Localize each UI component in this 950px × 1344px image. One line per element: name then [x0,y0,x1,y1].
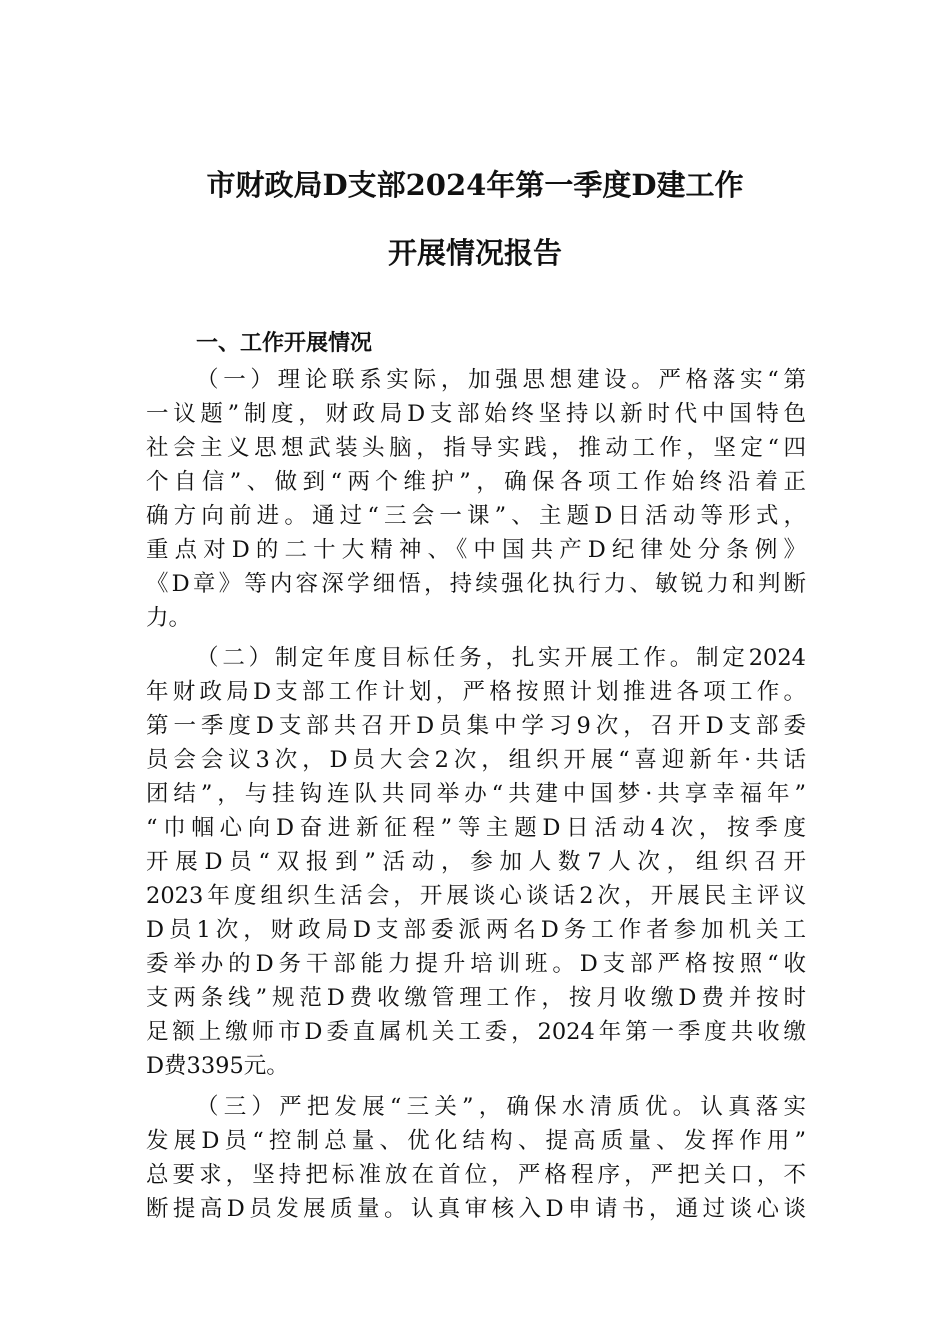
paragraph-line: （一）理论联系实际，加强思想建设。严格落实“第 [196,367,806,393]
paragraph-line: 断提高D员发展质量。认真审核入D申请书，通过谈心谈 [146,1196,806,1222]
document-title-line-2: 开展情况报告 [387,236,562,270]
document-title-line-1: 市财政局D支部2024年第一季度D建工作 [206,168,744,202]
section-heading: 一、工作开展情况 [196,331,373,356]
paragraph-line: 一议题”制度，财政局D支部始终坚持以新时代中国特色 [146,401,806,427]
paragraph-line: D员1次，财政局D支部委派两名D务工作者参加机关工 [146,917,806,943]
paragraph-line: 年财政局D支部工作计划，严格按照计划推进各项工作。 [146,679,806,705]
paragraph-line: 开展D员“双报到”活动，参加人数7人次，组织召开 [146,849,806,875]
paragraph-line: 社会主义思想武装头脑，指导实践，推动工作，坚定“四 [146,435,806,461]
paragraph-line: 支两条线”规范D费收缴管理工作，按月收缴D费并按时 [146,985,806,1011]
paragraph-line: 《D章》等内容深学细悟，持续强化执行力、敏锐力和判断 [146,571,806,597]
paragraph-line: 发展D员“控制总量、优化结构、提高质量、发挥作用” [146,1128,806,1154]
paragraph-line: 力。 [146,605,192,631]
paragraph-line: （三）严把发展“三关”，确保水清质优。认真落实 [196,1094,806,1120]
paragraph-line: 个自信”、做到“两个维护”，确保各项工作始终沿着正 [146,469,806,495]
paragraph-line: 第一季度D支部共召开D员集中学习9次，召开D支部委 [146,713,806,739]
paragraph-line: 总要求，坚持把标准放在首位，严格程序，严把关口，不 [146,1162,806,1188]
paragraph-line: 委举办的D务干部能力提升培训班。D支部严格按照“收 [146,951,806,977]
paragraph-line: 2023年度组织生活会，开展谈心谈话2次，开展民主评议 [146,883,806,909]
paragraph-line: D费3395元。 [146,1053,289,1079]
paragraph-line: 员会会议3次，D员大会2次，组织开展“喜迎新年·共话 [146,747,806,773]
paragraph-line: 确方向前进。通过“三会一课”、主题D日活动等形式， [146,503,806,529]
paragraph-line: 重点对D的二十大精神、《中国共产D纪律处分条例》 [146,537,806,563]
paragraph-line: 足额上缴师市D委直属机关工委，2024年第一季度共收缴 [146,1019,806,1045]
paragraph-line: “巾帼心向D奋进新征程”等主题D日活动4次，按季度 [146,815,806,841]
paragraph-line: （二）制定年度目标任务，扎实开展工作。制定2024 [196,645,806,671]
paragraph-line: 团结”，与挂钩连队共同举办“共建中国梦·共享幸福年” [146,781,806,807]
